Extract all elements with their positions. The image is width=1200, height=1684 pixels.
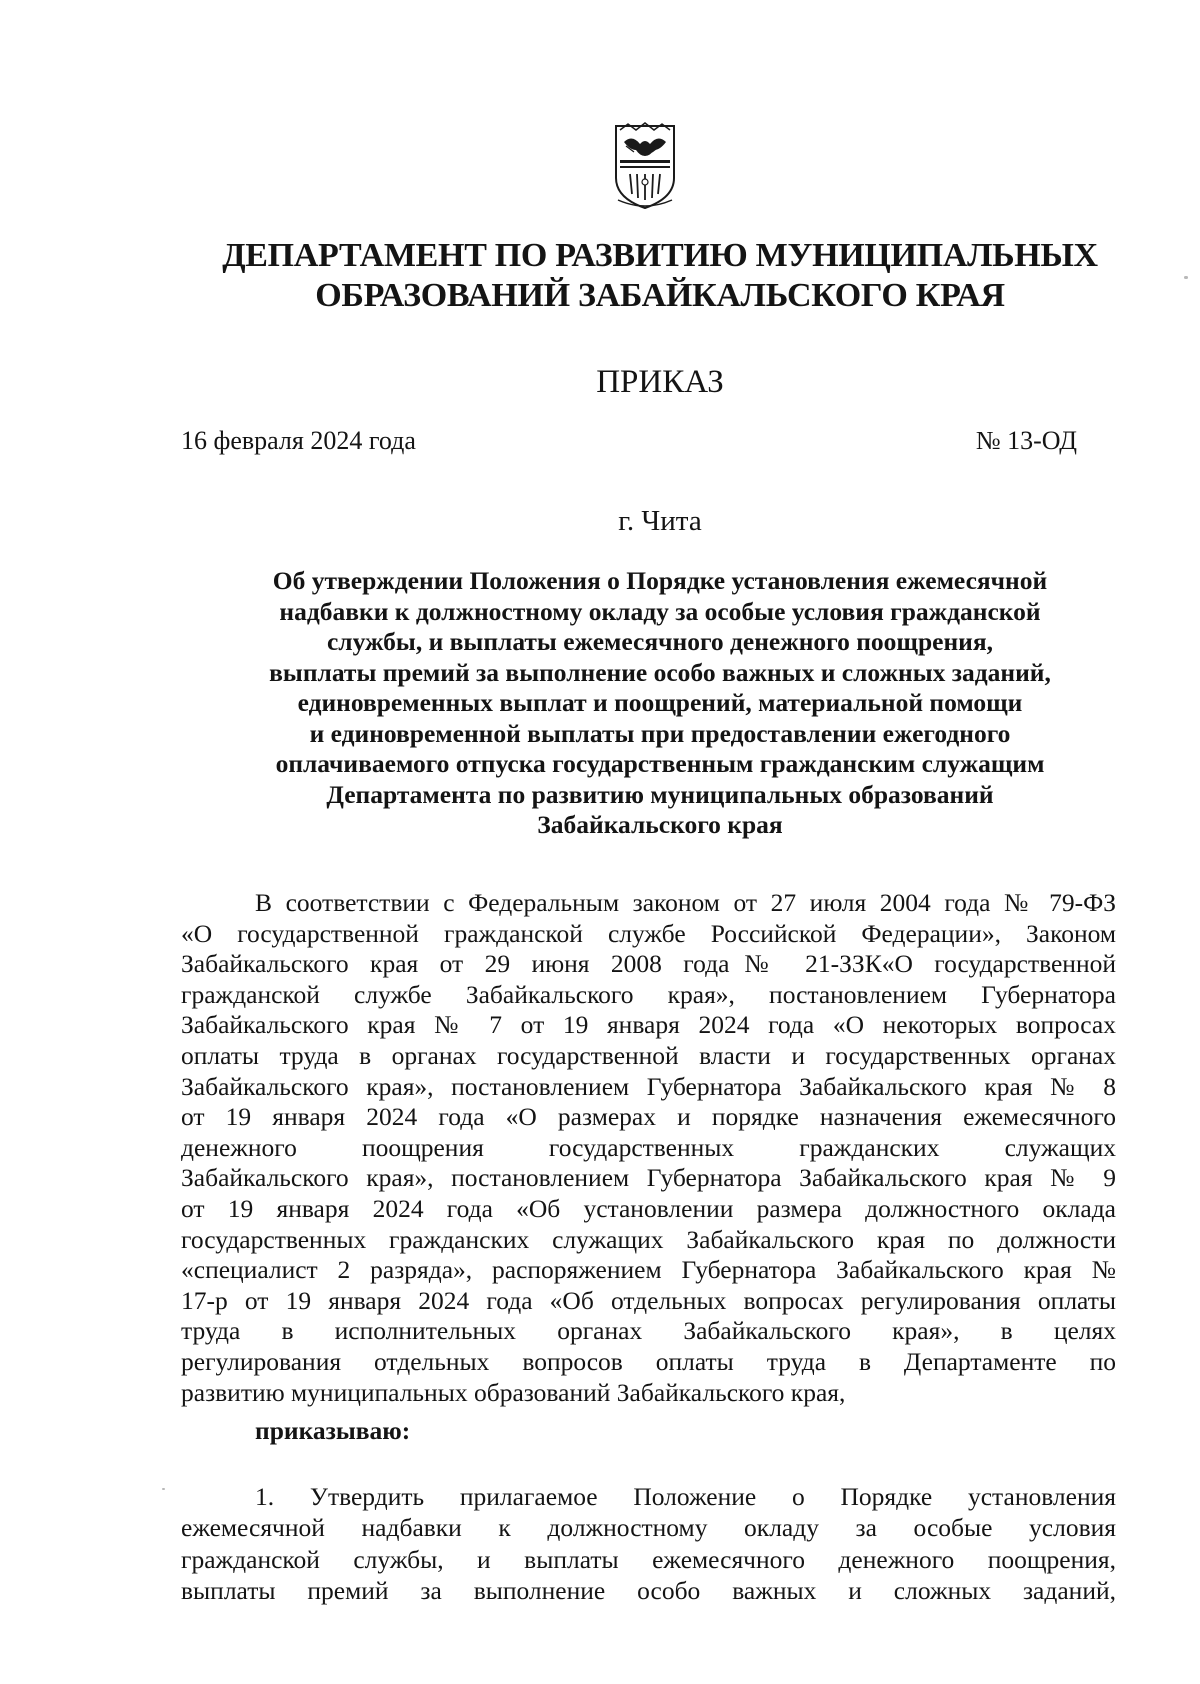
clause-line: ежемесячной надбавки к должностному окладу за особые условия — [181, 1513, 1116, 1543]
subject-line: Департамента по развитию муниципальных образований — [326, 779, 994, 809]
clause-line: выплаты премий за выполнение особо важных и сложных заданий, — [181, 1576, 1116, 1606]
preamble-line: В соответствии с Федеральным законом от 27 июля 2004 года № 79-ФЗ — [255, 888, 1116, 917]
clause-line: 1. Утвердить прилагаемое Положение о Порядке установления — [255, 1482, 1116, 1511]
preamble-line: Забайкальского края», постановлением Губернатора Забайкальского края № 9 — [181, 1163, 1116, 1193]
subject-line: выплаты премий за выполнение особо важных и сложных заданий, — [269, 657, 1051, 687]
preamble-line: от 19 января 2024 года «Об установлении размера должностного оклада — [181, 1193, 1116, 1223]
preamble-line: денежного поощрения государственных гражданских служащих — [181, 1132, 1116, 1162]
document-type-title: ПРИКАЗ — [596, 364, 724, 400]
clause-line: гражданской службы, и выплаты ежемесячного денежного поощрения, — [181, 1544, 1116, 1574]
coat-of-arms-emblem — [610, 120, 680, 212]
order-subject — [160, 566, 1160, 841]
order-date: 16 февраля 2024 года — [181, 426, 416, 455]
subject-line: Забайкальского края — [537, 810, 783, 839]
scan-speck — [1184, 276, 1188, 279]
scan-speck — [162, 1488, 165, 1490]
subject-line: надбавки к должностному окладу за особые условия гражданской — [279, 596, 1041, 626]
preamble-line: труда в исполнительных органах Забайкальского края», в целях — [181, 1316, 1116, 1346]
subject-line: и единовременной выплаты при предоставлении ежегодного — [309, 718, 1011, 748]
subject-line: службы, и выплаты ежемесячного денежного поощрения, — [326, 627, 994, 656]
preamble-paragraph — [181, 888, 1116, 1408]
subject-line: Об утверждении Положения о Порядке установления ежемесячной — [272, 566, 1048, 595]
department-title — [120, 236, 1200, 316]
subject-line: оплачиваемого отпуска государственным гражданским служащим — [275, 749, 1045, 778]
preamble-line: гражданской службе Забайкальского края», постановлением Губернатора — [181, 979, 1116, 1009]
preamble-line: «специалист 2 разряда», распоряжением Губернатора Забайкальского края № — [181, 1255, 1116, 1285]
preamble-line: «О государственной гражданской службе Российской Федерации», Законом — [181, 918, 1116, 948]
preamble-line: 17-р от 19 января 2024 года «Об отдельных вопросах регулирования оплаты — [181, 1285, 1116, 1315]
preamble-line: Забайкальского края № 7 от 19 января 2024 года «О некоторых вопросах — [181, 1010, 1116, 1040]
preamble-line: Забайкальского края», постановлением Губернатора Забайкальского края № 8 — [181, 1071, 1116, 1101]
zabaikalsky-coat-of-arms-icon — [610, 120, 680, 212]
department-title-line: ДЕПАРТАМЕНТ ПО РАЗВИТИЮ МУНИЦИПАЛЬНЫХ — [222, 237, 1098, 274]
order-city: г. Чита — [618, 505, 702, 537]
preamble-line: Забайкальского края от 29 июня 2008 года№ 21-ЗЗК«О государственной — [181, 949, 1116, 979]
order-number: № 13-ОД — [975, 426, 1077, 455]
preamble-line: развитию муниципальных образований Забайкальского края, — [181, 1377, 846, 1407]
clause-1-paragraph — [181, 1481, 1116, 1607]
decree-word: приказываю: — [255, 1416, 411, 1445]
preamble-line: регулирования отдельных вопросов оплаты труда в Департаменте по — [181, 1346, 1116, 1376]
preamble-line: государственных гражданских служащих Забайкальского края по должности — [181, 1224, 1116, 1254]
preamble-line: от 19 января 2024 года «О размерах и порядке назначения ежемесячного — [181, 1102, 1116, 1132]
preamble-line: оплаты труда в органах государственной власти и государственных органах — [181, 1040, 1116, 1070]
department-title-line: ОБРАЗОВАНИЙ ЗАБАЙКАЛЬСКОГО КРАЯ — [315, 277, 1005, 314]
subject-line: единовременных выплат и поощрений, материальной помощи — [297, 688, 1023, 717]
